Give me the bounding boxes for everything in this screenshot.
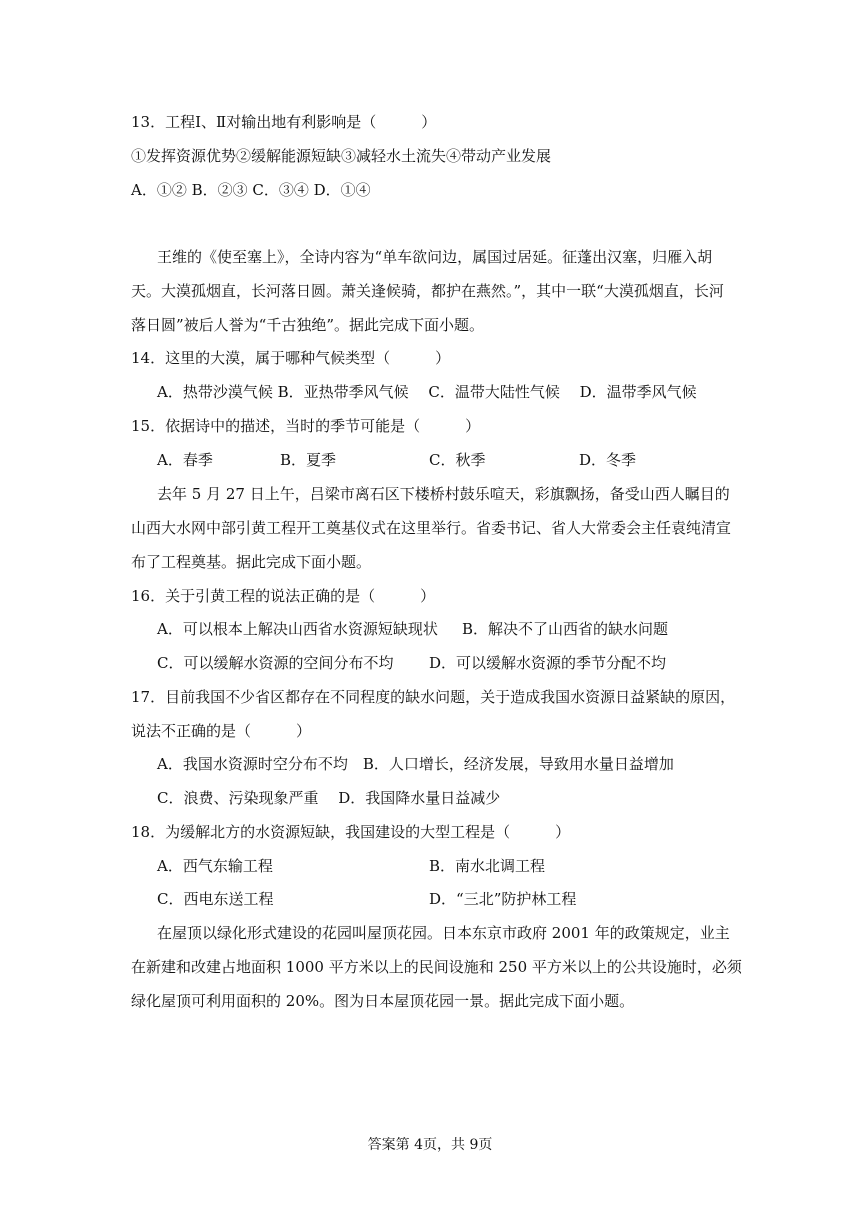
passage2-line1: 去年 5 月 27 日上午，吕梁市离石区下楼桥村鼓乐喧天，彩旗飘扬，备受山西人瞩目的 (157, 485, 730, 503)
q17-options-ab: A．我国水资源时空分布不均 B．人口增长，经济发展，导致用水量日益增加 (157, 755, 674, 773)
passage3-line2: 在新建和改建占地面积 1000 平方米以上的民间设施和 250 平方米以上的公共设施时，必须 (131, 958, 742, 976)
q15-option-d: D．冬季 (579, 451, 637, 469)
q13-stem: 13．工程Ⅰ、Ⅱ对输出地有利影响是（ ） (131, 113, 437, 131)
q18-stem: 18．为缓解北方的水资源短缺，我国建设的大型工程是（ ） (131, 823, 571, 841)
q16-options-row2 (157, 653, 737, 673)
q18-options-row2 (157, 889, 737, 909)
passage2-line2: 山西大水网中部引黄工程开工奠基仪式在这里举行。省委书记、省人大常委会主任袁纯清宣 (131, 519, 732, 537)
q18-option-a: A．西气东输工程 (157, 857, 273, 875)
passage1-line1: 王维的《使至塞上》，全诗内容为“单车欲问边，属国过居延。征蓬出汉塞，归雁入胡 (157, 248, 713, 266)
q16-option-c: C．可以缓解水资源的空间分布不均 (157, 654, 394, 672)
passage2-line3: 布了工程奠基。据此完成下面小题。 (131, 553, 372, 571)
passage1-line3: 落日圆”被后人誉为“千古独绝”。据此完成下面小题。 (131, 316, 485, 334)
q18-option-b: B．南水北调工程 (429, 857, 546, 875)
page-number-footer: 答案第 4页，共 9页 (367, 1137, 493, 1153)
q16-options-row1 (157, 619, 737, 639)
passage3-line1: 在屋顶以绿化形式建设的花园叫屋顶花园。日本东京市政府 2001 年的政策规定，业主 (157, 924, 730, 942)
q16-option-a: A．可以根本上解决山西省水资源短缺现状 (157, 620, 438, 638)
passage1-line2: 天。大漠孤烟直，长河落日圆。萧关逢候骑，都护在燕然。”，其中一联“大漠孤烟直，长河 (131, 282, 724, 300)
q15-stem: 15．依据诗中的描述，当时的季节可能是（ ） (131, 417, 481, 435)
q16-option-d: D．可以缓解水资源的季节分配不均 (429, 654, 667, 672)
q14-stem: 14．这里的大漠，属于哪种气候类型（ ） (131, 349, 451, 367)
q15-option-c: C．秋季 (429, 451, 486, 469)
q18-options-row1 (157, 856, 737, 876)
q18-option-c: C．西电东送工程 (157, 890, 274, 908)
q16-stem: 16．关于引黄工程的说法正确的是（ ） (131, 587, 436, 605)
q13-options: A．①② B．②③ C．③④ D．①④ (131, 181, 371, 199)
q13-statements: ①发挥资源优势②缓解能源短缺③减轻水土流失④带动产业发展 (131, 147, 552, 165)
q18-option-d: D．“三北”防护林工程 (429, 890, 577, 908)
q15-option-b: B．夏季 (280, 451, 337, 469)
q14-options: A．热带沙漠气候 B．亚热带季风气候 C．温带大陆性气候 D．温带季风气候 (157, 383, 697, 401)
passage3-line3: 绿化屋顶可利用面积的 20%。图为日本屋顶花园一景。据此完成下面小题。 (131, 992, 635, 1010)
q17-stem-line2: 说法不正确的是（ ） (131, 722, 312, 740)
q15-option-a: A．春季 (157, 451, 213, 469)
q15-options (157, 450, 737, 470)
q16-option-b: B．解决不了山西省的缺水问题 (462, 620, 669, 638)
q17-options-cd: C．浪费、污染现象严重 D．我国降水量日益减少 (157, 789, 501, 807)
q17-stem-line1: 17．目前我国不少省区都存在不同程度的缺水问题，关于造成我国水资源日益紧缺的原因， (131, 688, 736, 706)
